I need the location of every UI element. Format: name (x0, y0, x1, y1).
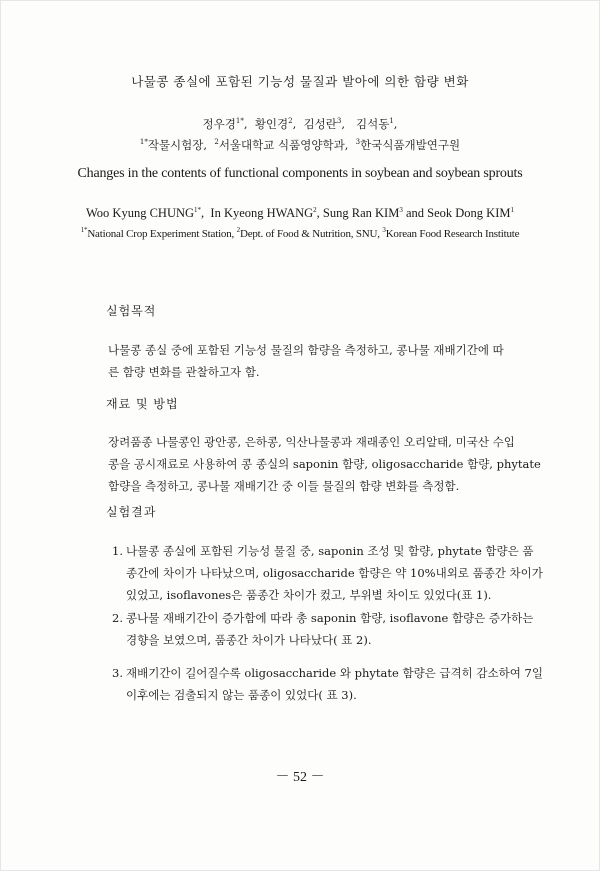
text-line: 이후에는 검출되지 않는 품종이 있었다( 표 3). (126, 688, 357, 702)
purpose-paragraph (108, 339, 508, 383)
affil-sup: 2 (214, 138, 219, 146)
affil-text: 서울대학교 식품영양학과 (218, 138, 345, 152)
text-line: 나물콩 종실 중에 포함된 기능성 물질의 함량을 측정하고, 콩나물 재배기간에 따 (108, 343, 504, 357)
item-number: 1. (112, 544, 123, 558)
result-item-3 (112, 662, 543, 706)
author-name: 정우경 (202, 117, 236, 131)
result-item-2 (112, 607, 534, 651)
author-name: Woo Kyung CHUNG (86, 206, 195, 220)
paper-title-korean: 나물콩 종실에 포함된 기능성 물질과 발아에 의한 함량 변화 (131, 74, 469, 89)
text-line: 장려품종 나물콩인 광안콩, 은하콩, 익산나물콩과 재래종인 오리알태, 미국산 수입 (108, 435, 515, 449)
authors-english: Woo Kyung $CHUNG^{1*}$, In Kyeong HWANG$^2$, Sung Ran KIM$^3$ and Seok Dong KIM$^1$ (86, 206, 514, 220)
text-line: 함량을 측정하고, 콩나물 재배기간 중 이들 물질의 함량 변화를 측정함. (108, 479, 460, 493)
affil-sup: 3 (382, 226, 386, 234)
author-name: Seok Dong KIM (427, 206, 511, 220)
affil-text: National Crop Experiment Station (87, 228, 232, 240)
author-sup: 1* (235, 117, 244, 125)
result-item-1 (112, 540, 543, 606)
text-line: 경향을 보였으며, 품종간 차이가 나타났다( 표 2). (126, 633, 372, 647)
affil-sup: 1* (139, 138, 148, 146)
author-sup: 1 (510, 206, 514, 214)
section-heading-purpose: 실험목적 (106, 304, 157, 318)
item-number: 3. (112, 666, 123, 680)
author-name: Sung Ran KIM (322, 206, 400, 220)
author-name: 김석동 (356, 117, 390, 131)
author-sup: 3 (399, 206, 403, 214)
author-sup: 3 (336, 117, 342, 125)
author-sup: 2 (313, 206, 317, 214)
affil-text: Dept. of Food & Nutrition, SNU (239, 228, 378, 240)
paper-title-english: Changes in the contents of functional components in soybean and soybean sprouts (77, 166, 523, 181)
affil-text: Korean Food Research Institute (385, 228, 520, 240)
author-sup: 1 (389, 117, 394, 125)
author-name: In Kyeong HWANG (210, 206, 314, 220)
affil-sup: 1* (80, 226, 88, 234)
section-heading-results: 실험결과 (106, 505, 157, 519)
affiliations-korean: $^{1*}$작물시험장, $^2$서울대학교 식품영양학과, $^3$한국식품개발연구원 (139, 138, 461, 152)
methods-paragraph (108, 431, 541, 497)
item-number: 2. (112, 611, 123, 625)
text-line: 콩을 공시재료로 사용하여 콩 종실의 saponin 함량, oligosaccharide 함량, phytate (108, 457, 541, 471)
section-heading-methods: 재료 및 방법 (106, 397, 179, 411)
text-line: 른 함량 변화를 관찰하고자 함. (108, 365, 260, 379)
affil-sup: 2 (236, 226, 240, 234)
affil-text: 한국식품개발연구원 (360, 138, 461, 152)
text-line: 재배기간이 길어질수록 oligosaccharide 와 phytate 함량은 급격히 감소하여 7일 (126, 666, 543, 680)
author-sup: 1* (194, 206, 202, 214)
text-line: 콩나물 재배기간이 증가함에 따라 총 saponin 함량, isoflavone 함량은 증가하는 (126, 611, 534, 625)
affil-text: 작물시험장 (147, 138, 204, 152)
affil-sup: 3 (355, 138, 361, 146)
authors-korean: 정우경$^{1*}$, 황인경$^2$, 김성란$^3$, 김석동$^1$, (202, 117, 398, 131)
text-line: 종간에 차이가 나타났으며, oligosaccharide 함량은 약 10%내외로 품종간 차이가 (126, 566, 543, 580)
affiliations-english: $^{1*}$National Crop Experiment Station, $^2$Dept. of Food & Nutrition, SNU, $^3$Korean Food Research Institute (80, 226, 520, 240)
author-name: 황인경 (254, 117, 289, 131)
author-sup: 2 (288, 117, 293, 125)
author-name: 김성란 (303, 117, 337, 131)
text-line: 있었고, isoflavones은 품종간 차이가 컸고, 부위별 차이도 있었다(표 1). (126, 588, 492, 602)
text-line: 나물콩 종실에 포함된 기능성 물질 중, saponin 조성 및 함량, phytate 함량은 품 (126, 544, 534, 558)
page-number: － 52 － (275, 770, 325, 785)
